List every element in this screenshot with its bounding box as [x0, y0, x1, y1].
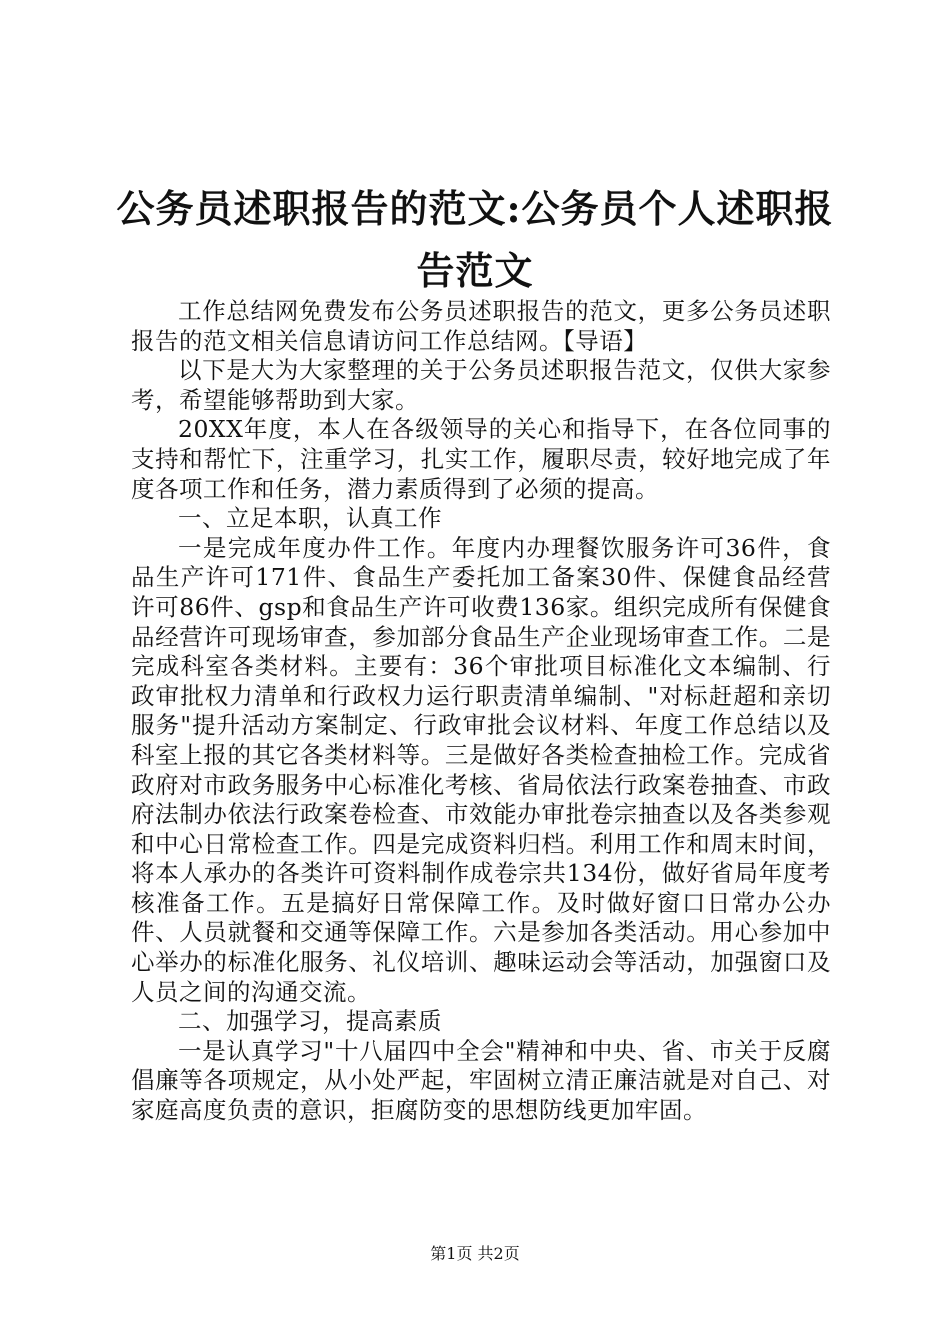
document-body: [131, 297, 831, 1126]
paragraph-section-1: 一是完成年度办件工作。年度内办理餐饮服务许可36件，食品生产许可171件、食品生产委托加工备案30件、保健食品经营许可86件、gsp和食品生产许可收费136家。组织完成所有保健食品经营许可现场审查，参加部分食品生产企业现场审查工作。二是完成科室各类材料。主要有：36个审批项目标准化文本编制、行政审批权力清单和行政权力运行职责清单编制、"对标赶超和亲切服务"提升活动方案制定、行政审批会议材料、年度工作总结以及科室上报的其它各类材料等。三是做好各类检查抽检工作。完成省政府对市政务服务中心标准化考核、省局依法行政案卷抽查、市政府法制办依法行政案卷检查、市效能办审批卷宗抽查以及各类参观和中心日常检查工作。四是完成资料归档。利用工作和周末时间，将本人承办的各类许可资料制作成卷宗共134份，做好省局年度考核准备工作。五是搞好日常保障工作。及时做好窗口日常办公办件、人员就餐和交通等保障工作。六是参加各类活动。用心参加中心举办的标准化服务、礼仪培训、趣味运动会等活动，加强窗口及人员之间的沟通交流。: [131, 533, 831, 1006]
paragraph-section-2: 一是认真学习"十八届四中全会"精神和中央、省、市关于反腐倡廉等各项规定，从小处严起，牢固树立清正廉洁就是对自己、对家庭高度负责的意识，拒腐防变的思想防线更加牢固。: [131, 1036, 831, 1125]
section-heading-1: 一、立足本职，认真工作: [178, 504, 442, 533]
section-heading-2: 二、加强学习，提高素质: [178, 1007, 442, 1036]
page-footer: 第1页 共2页: [430, 1244, 520, 1263]
paragraph-intro: 工作总结网免费发布公务员述职报告的范文，更多公务员述职报告的范文相关信息请访问工作总结网。【导语】: [131, 297, 831, 355]
document-title: 公务员述职报告的范文:公务员个人述职报告范文: [116, 186, 834, 293]
paragraph-overview: 20XX年度，本人在各级领导的关心和指导下，在各位同事的支持和帮忙下，注重学习，扎实工作，履职尽责，较好地完成了年度各项工作和任务，潜力素质得到了必须的提高。: [131, 415, 831, 503]
paragraph-preface: 以下是大为大家整理的关于公务员述职报告范文，仅供大家参考，希望能够帮助到大家。: [131, 356, 831, 414]
